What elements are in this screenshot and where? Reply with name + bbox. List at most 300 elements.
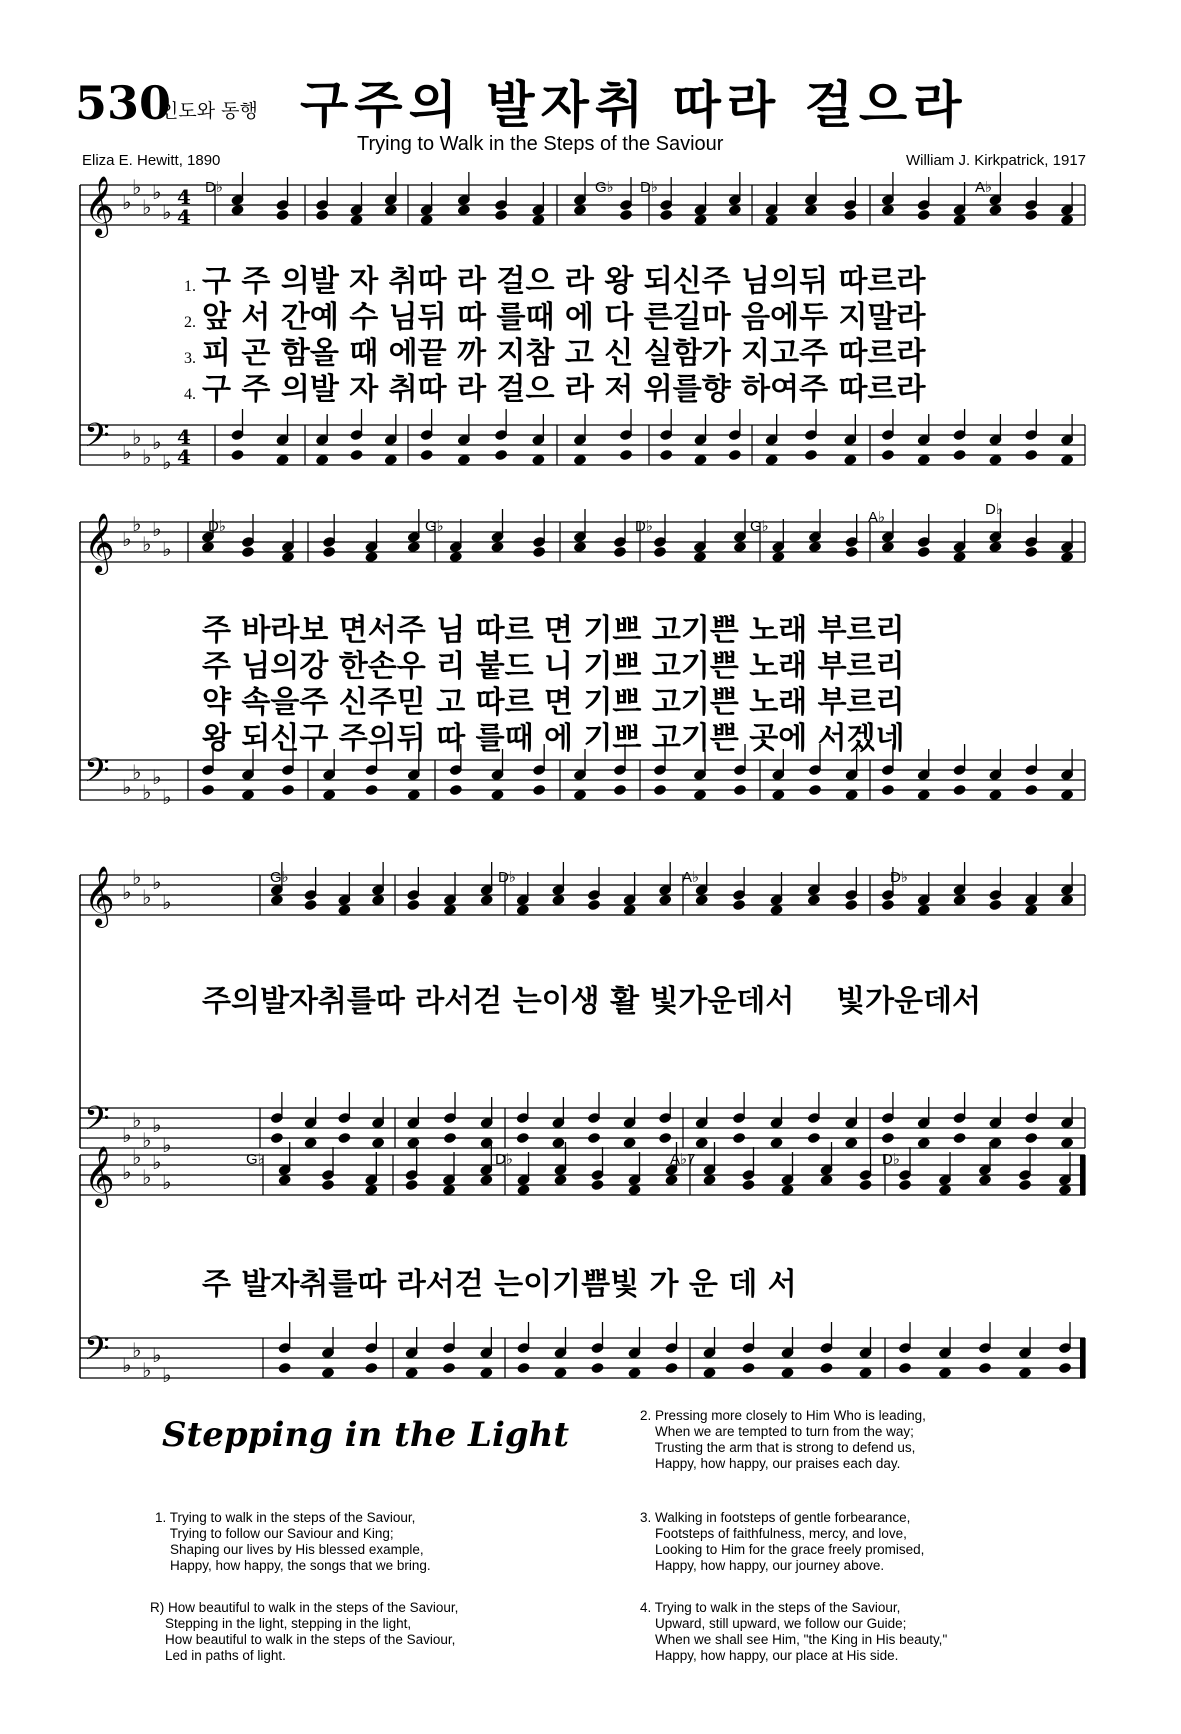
notehead [741, 1362, 755, 1375]
notehead [843, 454, 857, 467]
english-stanza-1 [155, 1510, 431, 1574]
notehead [1024, 546, 1038, 559]
notehead [384, 454, 398, 467]
refrain-line-1: 주의발자취를따 라서걷 는이생 활 빛가운데서 빛가운데서 [202, 984, 982, 1019]
notehead [516, 904, 530, 917]
verse-line-1: 주 바라보 면서주 님 따르 면 기쁘 고기쁜 노래 부르리 [202, 613, 905, 648]
chord-label: D♭ [205, 179, 223, 196]
flat-icon: ♭ [142, 780, 152, 804]
notehead [622, 1137, 636, 1150]
notehead [270, 1132, 284, 1145]
flat-icon: ♭ [142, 1358, 152, 1382]
chord-label: G♭ [595, 179, 614, 196]
bass-clef-icon: 𝄢 [84, 417, 110, 463]
notehead [1060, 894, 1074, 907]
treble-clef-icon: 𝄞 [84, 1146, 115, 1206]
stanza-line: Upward, still upward, we follow our Guide; [655, 1616, 907, 1631]
stanza-line: How beautiful to walk in the steps of the Saviour, [168, 1600, 459, 1615]
stanza-label: 2. [640, 1408, 652, 1423]
notehead [407, 541, 421, 554]
notehead [443, 1132, 457, 1145]
verse-line-3 [170, 337, 925, 376]
notehead [952, 551, 966, 564]
flat-icon: ♭ [142, 885, 152, 909]
flat-icon: ♭ [142, 532, 152, 556]
notehead [532, 546, 546, 559]
flat-icon: ♭ [162, 1363, 172, 1387]
notehead [587, 1132, 601, 1145]
flat-icon: ♭ [132, 512, 142, 536]
notehead [844, 1137, 858, 1150]
chord-label: G♭ [750, 518, 769, 535]
notehead [693, 551, 707, 564]
notehead [804, 204, 818, 217]
bass-clef-icon: 𝄢 [84, 752, 110, 798]
notehead [780, 1184, 794, 1197]
notehead [364, 551, 378, 564]
notehead [771, 551, 785, 564]
notehead [664, 1174, 678, 1187]
notehead [442, 1362, 456, 1375]
notehead [303, 899, 317, 912]
hymn-subtitle: Trying to Walk in the Steps of the Saviour [357, 133, 724, 155]
english-stanza-3 [640, 1510, 924, 1574]
notehead [988, 454, 1002, 467]
chord-label: D♭ [640, 179, 658, 196]
notehead [315, 209, 329, 222]
notehead [479, 1174, 493, 1187]
hymn-title: 구주의 발자취 따라 걸으라 [300, 76, 968, 134]
notehead [407, 789, 421, 802]
notehead [622, 904, 636, 917]
notehead [1024, 904, 1038, 917]
notehead [952, 894, 966, 907]
notehead [241, 546, 255, 559]
notehead [457, 204, 471, 217]
chord-label: A♭ [975, 179, 993, 196]
stanza-label: 3. [640, 1510, 652, 1525]
final-barline [1080, 1338, 1085, 1378]
notehead [702, 1367, 716, 1380]
notehead [442, 1184, 456, 1197]
notehead [881, 449, 895, 462]
notehead [201, 541, 215, 554]
chord-label: D♭ [498, 869, 516, 886]
english-title: Stepping in the Light [162, 1415, 570, 1455]
notehead [1060, 1137, 1074, 1150]
notehead [457, 454, 471, 467]
notehead [532, 784, 546, 797]
stanza-line: Happy, how happy, our praises each day. [655, 1456, 901, 1471]
stanza-line: Happy, how happy, our place at His side. [655, 1648, 899, 1663]
notehead [364, 1362, 378, 1375]
notehead [406, 1137, 420, 1150]
notehead [419, 449, 433, 462]
stanza-line: Happy, how happy, the songs that we bring. [170, 1558, 431, 1573]
notehead [807, 1132, 821, 1145]
stanza-line: Walking in footsteps of gentle forbearance, [655, 1510, 911, 1525]
notehead [573, 204, 587, 217]
notehead [952, 1132, 966, 1145]
notehead [406, 899, 420, 912]
verse-line-3: 약 속을주 신주믿 고 따르 면 기쁘 고기쁜 노래 부르리 [202, 685, 905, 720]
bass-clef-icon: 𝄢 [84, 1100, 110, 1146]
flat-icon: ♭ [152, 430, 162, 454]
notehead [573, 789, 587, 802]
notehead [653, 546, 667, 559]
flat-icon: ♭ [132, 175, 142, 199]
notehead [844, 546, 858, 559]
flat-icon: ♭ [132, 1145, 142, 1169]
stanza-label: 4. [640, 1600, 652, 1615]
composer: William J. Kirkpatrick, 1917 [905, 152, 1086, 169]
notehead [479, 1367, 493, 1380]
stanza-label: 1. [155, 1510, 167, 1525]
notehead [364, 784, 378, 797]
flat-icon: ♭ [142, 195, 152, 219]
notehead [952, 784, 966, 797]
flat-icon: ♭ [122, 775, 132, 799]
notehead [732, 899, 746, 912]
stanza-line: When we are tempted to turn from the way; [655, 1424, 914, 1439]
flat-icon: ♭ [162, 890, 172, 914]
notehead [693, 214, 707, 227]
notehead [1060, 214, 1074, 227]
notehead [419, 214, 433, 227]
notehead [553, 1174, 567, 1187]
notehead [1024, 1132, 1038, 1145]
notehead [531, 214, 545, 227]
verse-number: 3. [184, 350, 196, 367]
notehead [917, 546, 931, 559]
notehead [728, 449, 742, 462]
notehead [804, 449, 818, 462]
notehead [613, 784, 627, 797]
notehead [384, 204, 398, 217]
notehead [230, 449, 244, 462]
flat-icon: ♭ [122, 527, 132, 551]
notehead [659, 449, 673, 462]
stanza-line: Trying to walk in the steps of the Saviour, [654, 1600, 901, 1615]
chord-label: G♭ [246, 1151, 265, 1168]
chord-label: D♭ [635, 518, 653, 535]
notehead [819, 1174, 833, 1187]
stanza-line: Happy, how happy, our journey above. [655, 1558, 885, 1573]
flat-icon: ♭ [162, 450, 172, 474]
notehead [988, 541, 1002, 554]
notehead [404, 1179, 418, 1192]
notehead [952, 449, 966, 462]
english-refrain [150, 1600, 458, 1664]
notehead [771, 789, 785, 802]
notehead [490, 541, 504, 554]
notehead [764, 214, 778, 227]
flat-icon: ♭ [162, 200, 172, 224]
notehead [978, 1362, 992, 1375]
notehead [741, 1179, 755, 1192]
chord-label: A♭ [868, 509, 886, 526]
notehead [337, 904, 351, 917]
notehead [449, 551, 463, 564]
notehead [1024, 784, 1038, 797]
treble-clef-icon: 𝄞 [84, 176, 115, 236]
notehead [337, 1132, 351, 1145]
notehead [733, 541, 747, 554]
refrain-line-2: 주 발자취를따 라서걷 는이기쁨빛 가 운 데 서 [202, 1267, 797, 1302]
notehead [275, 209, 289, 222]
treble-clef-icon: 𝄞 [84, 866, 115, 926]
notehead [819, 1362, 833, 1375]
chord-label: D♭ [495, 1151, 513, 1168]
notehead [917, 209, 931, 222]
notehead [917, 1137, 931, 1150]
notehead [443, 904, 457, 917]
hymn-number: 530 [75, 76, 172, 130]
flat-icon: ♭ [152, 517, 162, 541]
flat-icon: ♭ [122, 880, 132, 904]
notehead [201, 784, 215, 797]
notehead [371, 894, 385, 907]
notehead [702, 1174, 716, 1187]
lyricist: Eliza E. Hewitt, 1890 [82, 152, 221, 169]
verse-text: 피 곤 함올 때 에끝 까 지참 고 신 실함가 지고주 따르라 [202, 336, 926, 371]
stanza-line: Pressing more closely to Him Who is leading, [655, 1408, 926, 1423]
notehead [277, 1174, 291, 1187]
hymn-category: 인도와 동행 [160, 100, 258, 122]
notehead [1058, 1184, 1072, 1197]
flat-icon: ♭ [142, 445, 152, 469]
time-signature-bottom: 4 [177, 205, 191, 229]
notehead [404, 1367, 418, 1380]
time-signature-bottom: 4 [177, 445, 191, 469]
stanza-line: Footsteps of faithfulness, mercy, and love, [655, 1526, 907, 1541]
notehead [277, 1362, 291, 1375]
chord-label: D♭ [882, 1151, 900, 1168]
notehead [479, 894, 493, 907]
notehead [587, 899, 601, 912]
verse-text: 구 주 의발 자 취따 라 걸으 라 저 위를향 하여주 따르라 [202, 372, 926, 407]
notehead [490, 789, 504, 802]
flat-icon: ♭ [152, 1343, 162, 1367]
english-stanza-2 [640, 1408, 926, 1472]
flat-icon: ♭ [122, 1123, 132, 1147]
notehead [590, 1179, 604, 1192]
notehead [494, 449, 508, 462]
stanza-line: When we shall see Him, "the King in His beauty," [655, 1632, 948, 1647]
notehead [769, 1137, 783, 1150]
notehead [516, 1132, 530, 1145]
notehead [733, 784, 747, 797]
notehead [898, 1179, 912, 1192]
notehead [844, 789, 858, 802]
notehead [573, 454, 587, 467]
time-signature-top: 4 [177, 185, 191, 209]
flat-icon: ♭ [152, 1150, 162, 1174]
flat-icon: ♭ [132, 425, 142, 449]
stanza-line: Trusting the arm that is strong to defend us, [654, 1440, 916, 1455]
verse-line-2 [170, 301, 925, 340]
notehead [881, 784, 895, 797]
verse-line-2: 주 님의강 한손우 리 붙드 니 기쁘 고기쁜 노래 부르리 [202, 649, 905, 684]
stanza-line: Stepping in the light, stepping in the light, [165, 1616, 412, 1631]
notehead [695, 1137, 709, 1150]
notehead [988, 204, 1002, 217]
notehead [1060, 551, 1074, 564]
notehead [978, 1174, 992, 1187]
flat-icon: ♭ [122, 1160, 132, 1184]
notehead [898, 1362, 912, 1375]
chord-label: D♭ [890, 869, 908, 886]
notehead [619, 449, 633, 462]
verse-text: 앞 서 간예 수 님뒤 따 를때 에 다 른길마 음에두 지말라 [202, 300, 926, 335]
notehead [1024, 449, 1038, 462]
flat-icon: ♭ [152, 1113, 162, 1137]
treble-clef-icon: 𝄞 [84, 513, 115, 573]
notehead [917, 789, 931, 802]
verse-number: 1. [184, 278, 196, 295]
notehead [321, 1367, 335, 1380]
notehead [619, 209, 633, 222]
notehead [1018, 1367, 1032, 1380]
chord-label: A♭7 [670, 1151, 696, 1168]
verse-text: 구 주 의발 자 취따 라 걸으 라 왕 되신주 님의뒤 따르라 [202, 264, 926, 299]
verse-line-4 [170, 373, 925, 412]
verse-number: 4. [184, 386, 196, 403]
notehead [917, 904, 931, 917]
notehead [627, 1367, 641, 1380]
notehead [659, 209, 673, 222]
stanza-line: Shaping our lives by His blessed example, [170, 1542, 424, 1557]
notehead [695, 894, 709, 907]
notehead [349, 214, 363, 227]
chord-label: G♭ [425, 518, 444, 535]
notehead [494, 209, 508, 222]
stanza-label: R) [150, 1600, 165, 1615]
flat-icon: ♭ [152, 765, 162, 789]
notehead [573, 541, 587, 554]
notehead [1058, 1362, 1072, 1375]
notehead [881, 541, 895, 554]
notehead [658, 1132, 672, 1145]
notehead [843, 209, 857, 222]
notehead [658, 894, 672, 907]
notehead [322, 546, 336, 559]
notehead [281, 551, 295, 564]
verse-line-1 [170, 265, 925, 304]
flat-icon: ♭ [142, 1128, 152, 1152]
notehead [693, 789, 707, 802]
notehead [349, 449, 363, 462]
stanza-line: How beautiful to walk in the steps of the Saviour, [165, 1632, 456, 1647]
bass-clef-icon: 𝄢 [84, 1330, 110, 1376]
notehead [693, 454, 707, 467]
notehead [858, 1179, 872, 1192]
notehead [516, 1362, 530, 1375]
chord-label: A♭ [682, 869, 700, 886]
notehead [1060, 454, 1074, 467]
notehead [808, 784, 822, 797]
notehead [844, 899, 858, 912]
notehead [281, 784, 295, 797]
notehead [322, 789, 336, 802]
notehead [938, 1367, 952, 1380]
notehead [988, 789, 1002, 802]
notehead [769, 904, 783, 917]
flat-icon: ♭ [152, 180, 162, 204]
notehead [516, 1184, 530, 1197]
notehead [551, 1137, 565, 1150]
flat-icon: ♭ [162, 1133, 172, 1157]
notehead [449, 784, 463, 797]
notehead [764, 454, 778, 467]
notehead [1060, 789, 1074, 802]
flat-icon: ♭ [132, 865, 142, 889]
verse-line-4: 왕 되신구 주의뒤 따 를때 에 기쁘 고기쁜 곳에 서겠네 [202, 721, 905, 756]
flat-icon: ♭ [162, 1170, 172, 1194]
notehead [780, 1367, 794, 1380]
flat-icon: ♭ [122, 190, 132, 214]
notehead [881, 204, 895, 217]
stanza-line: Looking to Him for the grace freely promised, [655, 1542, 925, 1557]
notehead [303, 1137, 317, 1150]
chord-label: G♭ [270, 869, 289, 886]
notehead [807, 894, 821, 907]
final-barline [1080, 1155, 1085, 1195]
notehead [808, 541, 822, 554]
notehead [1024, 209, 1038, 222]
notehead [881, 1132, 895, 1145]
stanza-line: Trying to follow our Saviour and King; [169, 1526, 394, 1541]
notehead [321, 1179, 335, 1192]
notehead [315, 454, 329, 467]
verse-number: 2. [184, 314, 196, 331]
flat-icon: ♭ [122, 1353, 132, 1377]
notehead [952, 214, 966, 227]
notehead [938, 1184, 952, 1197]
notehead [241, 789, 255, 802]
chord-label: D♭ [208, 518, 226, 535]
notehead [732, 1132, 746, 1145]
notehead [881, 899, 895, 912]
notehead [858, 1367, 872, 1380]
english-stanza-4 [640, 1600, 947, 1664]
flat-icon: ♭ [122, 440, 132, 464]
notehead [553, 1367, 567, 1380]
notehead [275, 454, 289, 467]
notehead [590, 1362, 604, 1375]
chord-label: D♭ [985, 501, 1003, 518]
notehead [270, 894, 284, 907]
flat-icon: ♭ [162, 537, 172, 561]
notehead [917, 454, 931, 467]
notehead [613, 546, 627, 559]
flat-icon: ♭ [142, 1165, 152, 1189]
notehead [728, 204, 742, 217]
notehead [364, 1184, 378, 1197]
stanza-line: Trying to walk in the steps of the Saviour, [169, 1510, 416, 1525]
notehead [664, 1362, 678, 1375]
flat-icon: ♭ [152, 870, 162, 894]
flat-icon: ♭ [162, 785, 172, 809]
flat-icon: ♭ [132, 1338, 142, 1362]
stanza-line: Led in paths of light. [165, 1648, 286, 1663]
notehead [531, 454, 545, 467]
time-signature-top: 4 [177, 425, 191, 449]
notehead [1018, 1179, 1032, 1192]
notehead [371, 1137, 385, 1150]
notehead [551, 894, 565, 907]
notehead [653, 784, 667, 797]
